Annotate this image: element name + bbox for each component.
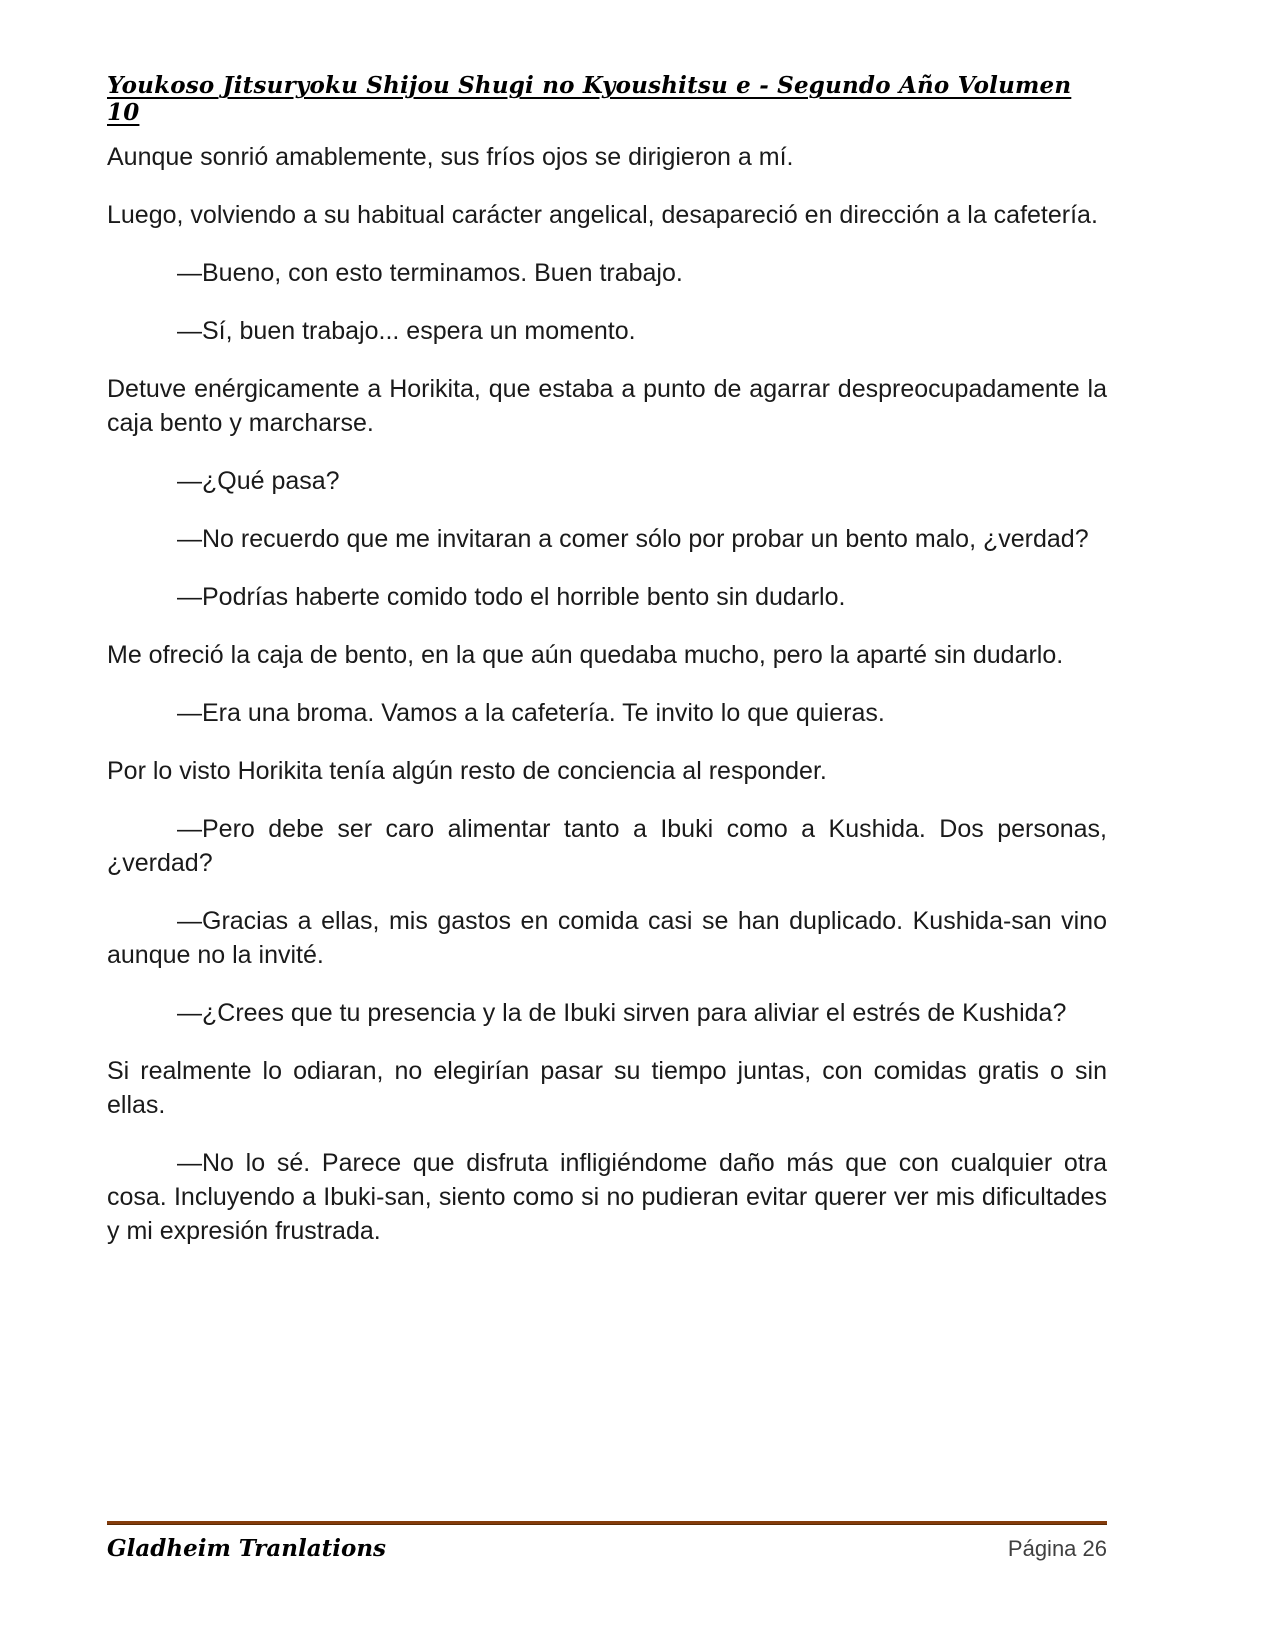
paragraph: —No lo sé. Parece que disfruta infligiéndome daño más que con cualquier otra cosa. Incluyendo a Ibuki-san, siento como si no pudieran evitar querer ver mis dificultades y mi expresión frustrada.: [107, 1149, 1107, 1245]
footer-translator: Gladheim Tranlations: [107, 1535, 386, 1562]
paragraph: Por lo visto Horikita tenía algún resto de conciencia al responder.: [107, 757, 827, 785]
paragraph: Si realmente lo odiaran, no elegirían pasar su tiempo juntas, con comidas gratis o sin ellas.: [107, 1057, 1107, 1119]
page-footer: [107, 1521, 1107, 1562]
header-title: Youkoso Jitsuryoku Shijou Shugi no Kyoushitsu e - Segundo Año Volumen 10: [107, 72, 1072, 126]
paragraph: Detuve enérgicamente a Horikita, que estaba a punto de agarrar despreocupadamente la caja bento y marcharse.: [107, 375, 1107, 437]
paragraph: —Sí, buen trabajo... espera un momento.: [177, 317, 636, 345]
paragraph: Aunque sonrió amablemente, sus fríos ojos se dirigieron a mí.: [107, 143, 794, 171]
paragraph: —Era una broma. Vamos a la cafetería. Te invito lo que quieras.: [177, 699, 885, 727]
paragraph: —¿Qué pasa?: [177, 467, 340, 495]
body-text: [107, 140, 1107, 1272]
paragraph: —Gracias a ellas, mis gastos en comida casi se han duplicado. Kushida-san vino aunque no la invité.: [107, 907, 1107, 969]
paragraph: —Pero debe ser caro alimentar tanto a Ibuki como a Kushida. Dos personas, ¿verdad?: [107, 815, 1107, 877]
paragraph: —No recuerdo que me invitaran a comer sólo por probar un bento malo, ¿verdad?: [177, 525, 1089, 553]
paragraph: —¿Crees que tu presencia y la de Ibuki sirven para aliviar el estrés de Kushida?: [177, 999, 1067, 1027]
paragraph: —Bueno, con esto terminamos. Buen trabajo.: [177, 259, 683, 287]
page-header: [107, 72, 1107, 126]
footer-page-number: Página 26: [1007, 1536, 1107, 1561]
footer-divider: [107, 1521, 1107, 1525]
paragraph: Luego, volviendo a su habitual carácter angelical, desapareció en dirección a la cafetería.: [107, 201, 1098, 229]
paragraph: Me ofreció la caja de bento, en la que aún quedaba mucho, pero la aparté sin dudarlo.: [107, 641, 1064, 669]
footer-row: [107, 1535, 1107, 1562]
paragraph: —Podrías haberte comido todo el horrible bento sin dudarlo.: [177, 583, 846, 611]
